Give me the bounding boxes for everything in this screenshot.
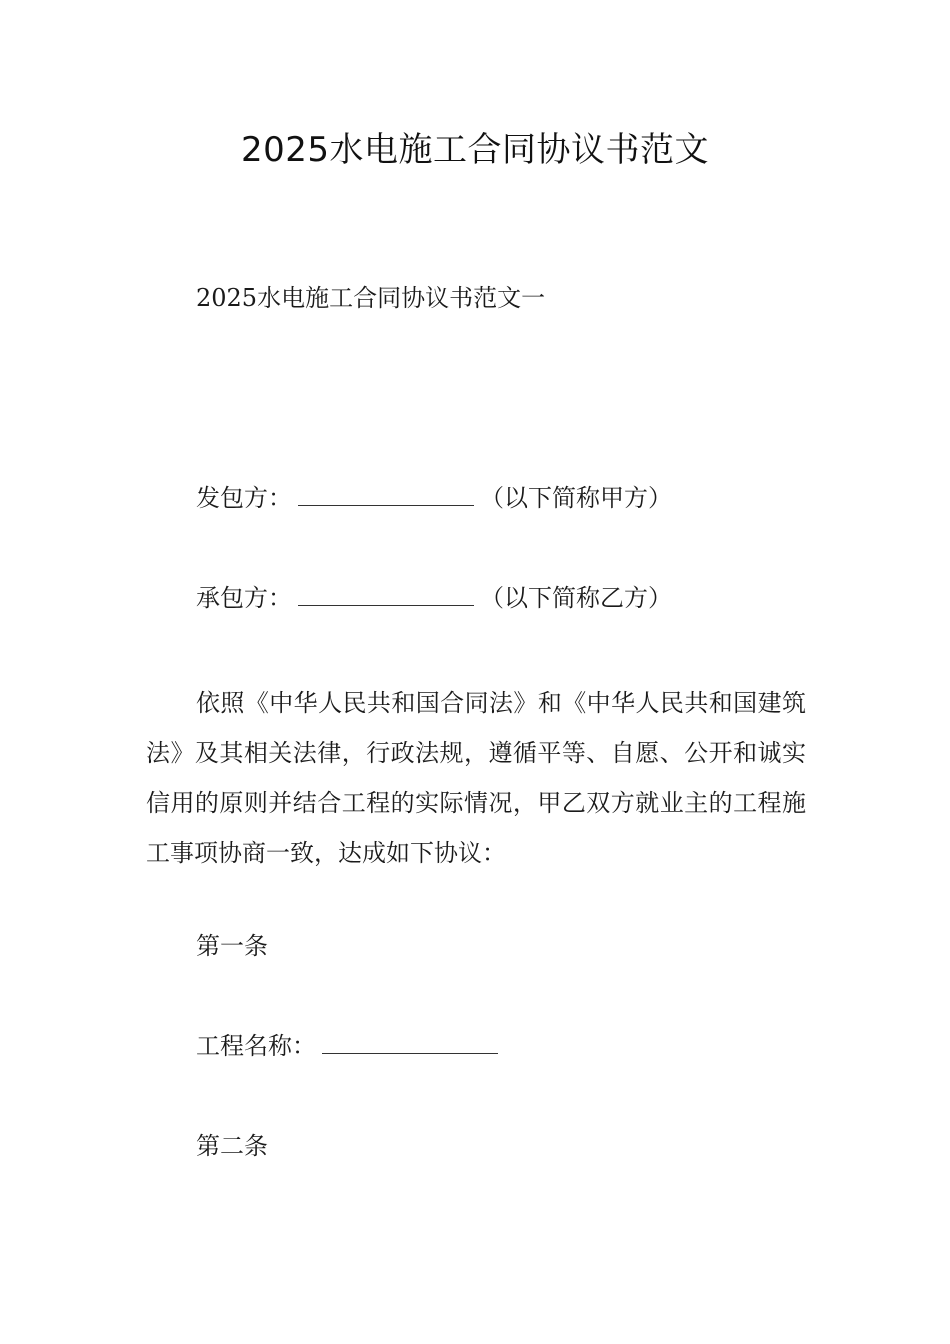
party-a-label: 发包方：: [196, 484, 292, 512]
project-name-line: [196, 1030, 504, 1062]
party-b-suffix: （以下简称乙方）: [480, 584, 672, 612]
party-a-suffix: （以下简称甲方）: [480, 484, 672, 512]
party-b-blank: [298, 583, 474, 606]
project-name-label: 工程名称：: [196, 1032, 316, 1060]
party-b-line: [196, 582, 672, 614]
preamble-paragraph: 依照《中华人民共和国合同法》和《中华人民共和国建筑法》及其相关法律，行政法规，遵循平等、自愿、公开和诚实信用的原则并结合工程的实际情况，甲乙双方就业主的工程施工事项协商一致，达成如下协议：: [146, 689, 806, 867]
article-2-heading: 第二条: [196, 1132, 268, 1160]
document-title: 2025水电施工合同协议书范文: [240, 130, 710, 170]
article-1-heading: 第一条: [196, 932, 268, 960]
project-name-blank: [322, 1031, 498, 1054]
party-a-blank: [298, 483, 474, 506]
document-subtitle: 2025水电施工合同协议书范文一: [196, 284, 546, 312]
party-b-label: 承包方：: [196, 584, 292, 612]
party-a-line: [196, 482, 672, 514]
